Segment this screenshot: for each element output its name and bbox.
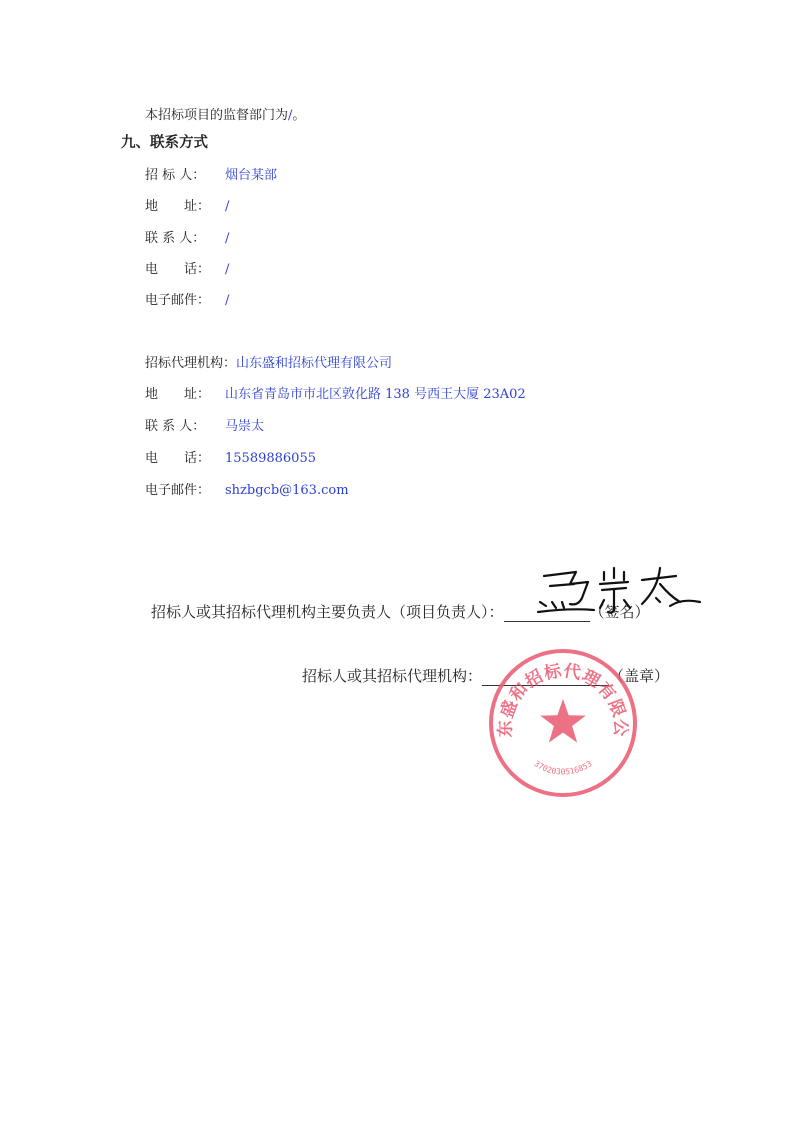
tenderer-contact-label: 联 系 人： — [145, 231, 206, 246]
tenderer-address-row — [145, 195, 229, 214]
agency-email-label: 电子邮件： — [145, 483, 211, 498]
agency-contact-label: 联 系 人： — [145, 419, 206, 434]
responsible-label: 招标人或其招标代理机构主要负责人（项目负责人）： — [151, 603, 504, 621]
seal-star-icon — [540, 699, 586, 743]
agency-address-row — [145, 383, 526, 402]
agency-contact-value: 马崇太 — [225, 419, 265, 434]
supervision-text: 本招标项目的监督部门为 — [145, 108, 289, 123]
tenderer-email-row — [145, 289, 229, 308]
supervision-end: 。 — [292, 108, 306, 123]
agency-name-label: 招标代理机构： — [145, 356, 237, 371]
tenderer-name-row — [145, 164, 277, 183]
agency-phone-label: 电 话： — [145, 451, 211, 466]
tenderer-name-label: 招 标 人： — [145, 168, 206, 183]
agency-address-value: 山东省青岛市市北区敦化路 138 号西王大厦 23A02 — [225, 387, 526, 402]
tenderer-phone-label: 电 话： — [145, 262, 211, 277]
seal-org-text: 山东盛和招标代理有限公司 — [478, 632, 631, 738]
svg-text:3702030516853 — [532, 759, 593, 777]
supervision-line — [145, 104, 305, 123]
section-title: 九、联系方式 — [121, 135, 208, 151]
handwritten-signature — [530, 562, 705, 622]
tenderer-name-value: 烟台某部 — [225, 168, 278, 183]
tenderer-address-label: 地 址： — [145, 199, 211, 214]
tenderer-address-value: / — [225, 199, 230, 214]
tenderer-contact-value: / — [225, 231, 230, 246]
agency-contact-row — [145, 415, 264, 434]
sign-note: （签名） — [589, 603, 650, 621]
tenderer-phone-row — [145, 258, 229, 277]
agency-email-row — [145, 479, 349, 498]
agency-name-value: 山东盛和招标代理有限公司 — [236, 356, 393, 371]
tenderer-phone-value: / — [225, 262, 230, 277]
seal-body — [478, 632, 635, 795]
company-seal — [478, 632, 639, 799]
agency-name-row — [145, 352, 392, 371]
supervision-value: / — [288, 108, 293, 123]
seal-note: （盖章） — [609, 667, 670, 685]
agency-phone-row — [145, 447, 316, 466]
tenderer-email-value: / — [225, 293, 230, 308]
seal-code: 3702030516853 — [532, 759, 594, 777]
agency-address-label: 地 址： — [145, 387, 211, 402]
agency-phone-value: 15589886055 — [225, 451, 316, 466]
tenderer-email-label: 电子邮件： — [145, 293, 211, 308]
organization-label: 招标人或其招标代理机构： — [302, 667, 483, 685]
agency-email-value: shzbgcb@163.com — [225, 483, 349, 498]
tenderer-contact-row — [145, 227, 229, 246]
